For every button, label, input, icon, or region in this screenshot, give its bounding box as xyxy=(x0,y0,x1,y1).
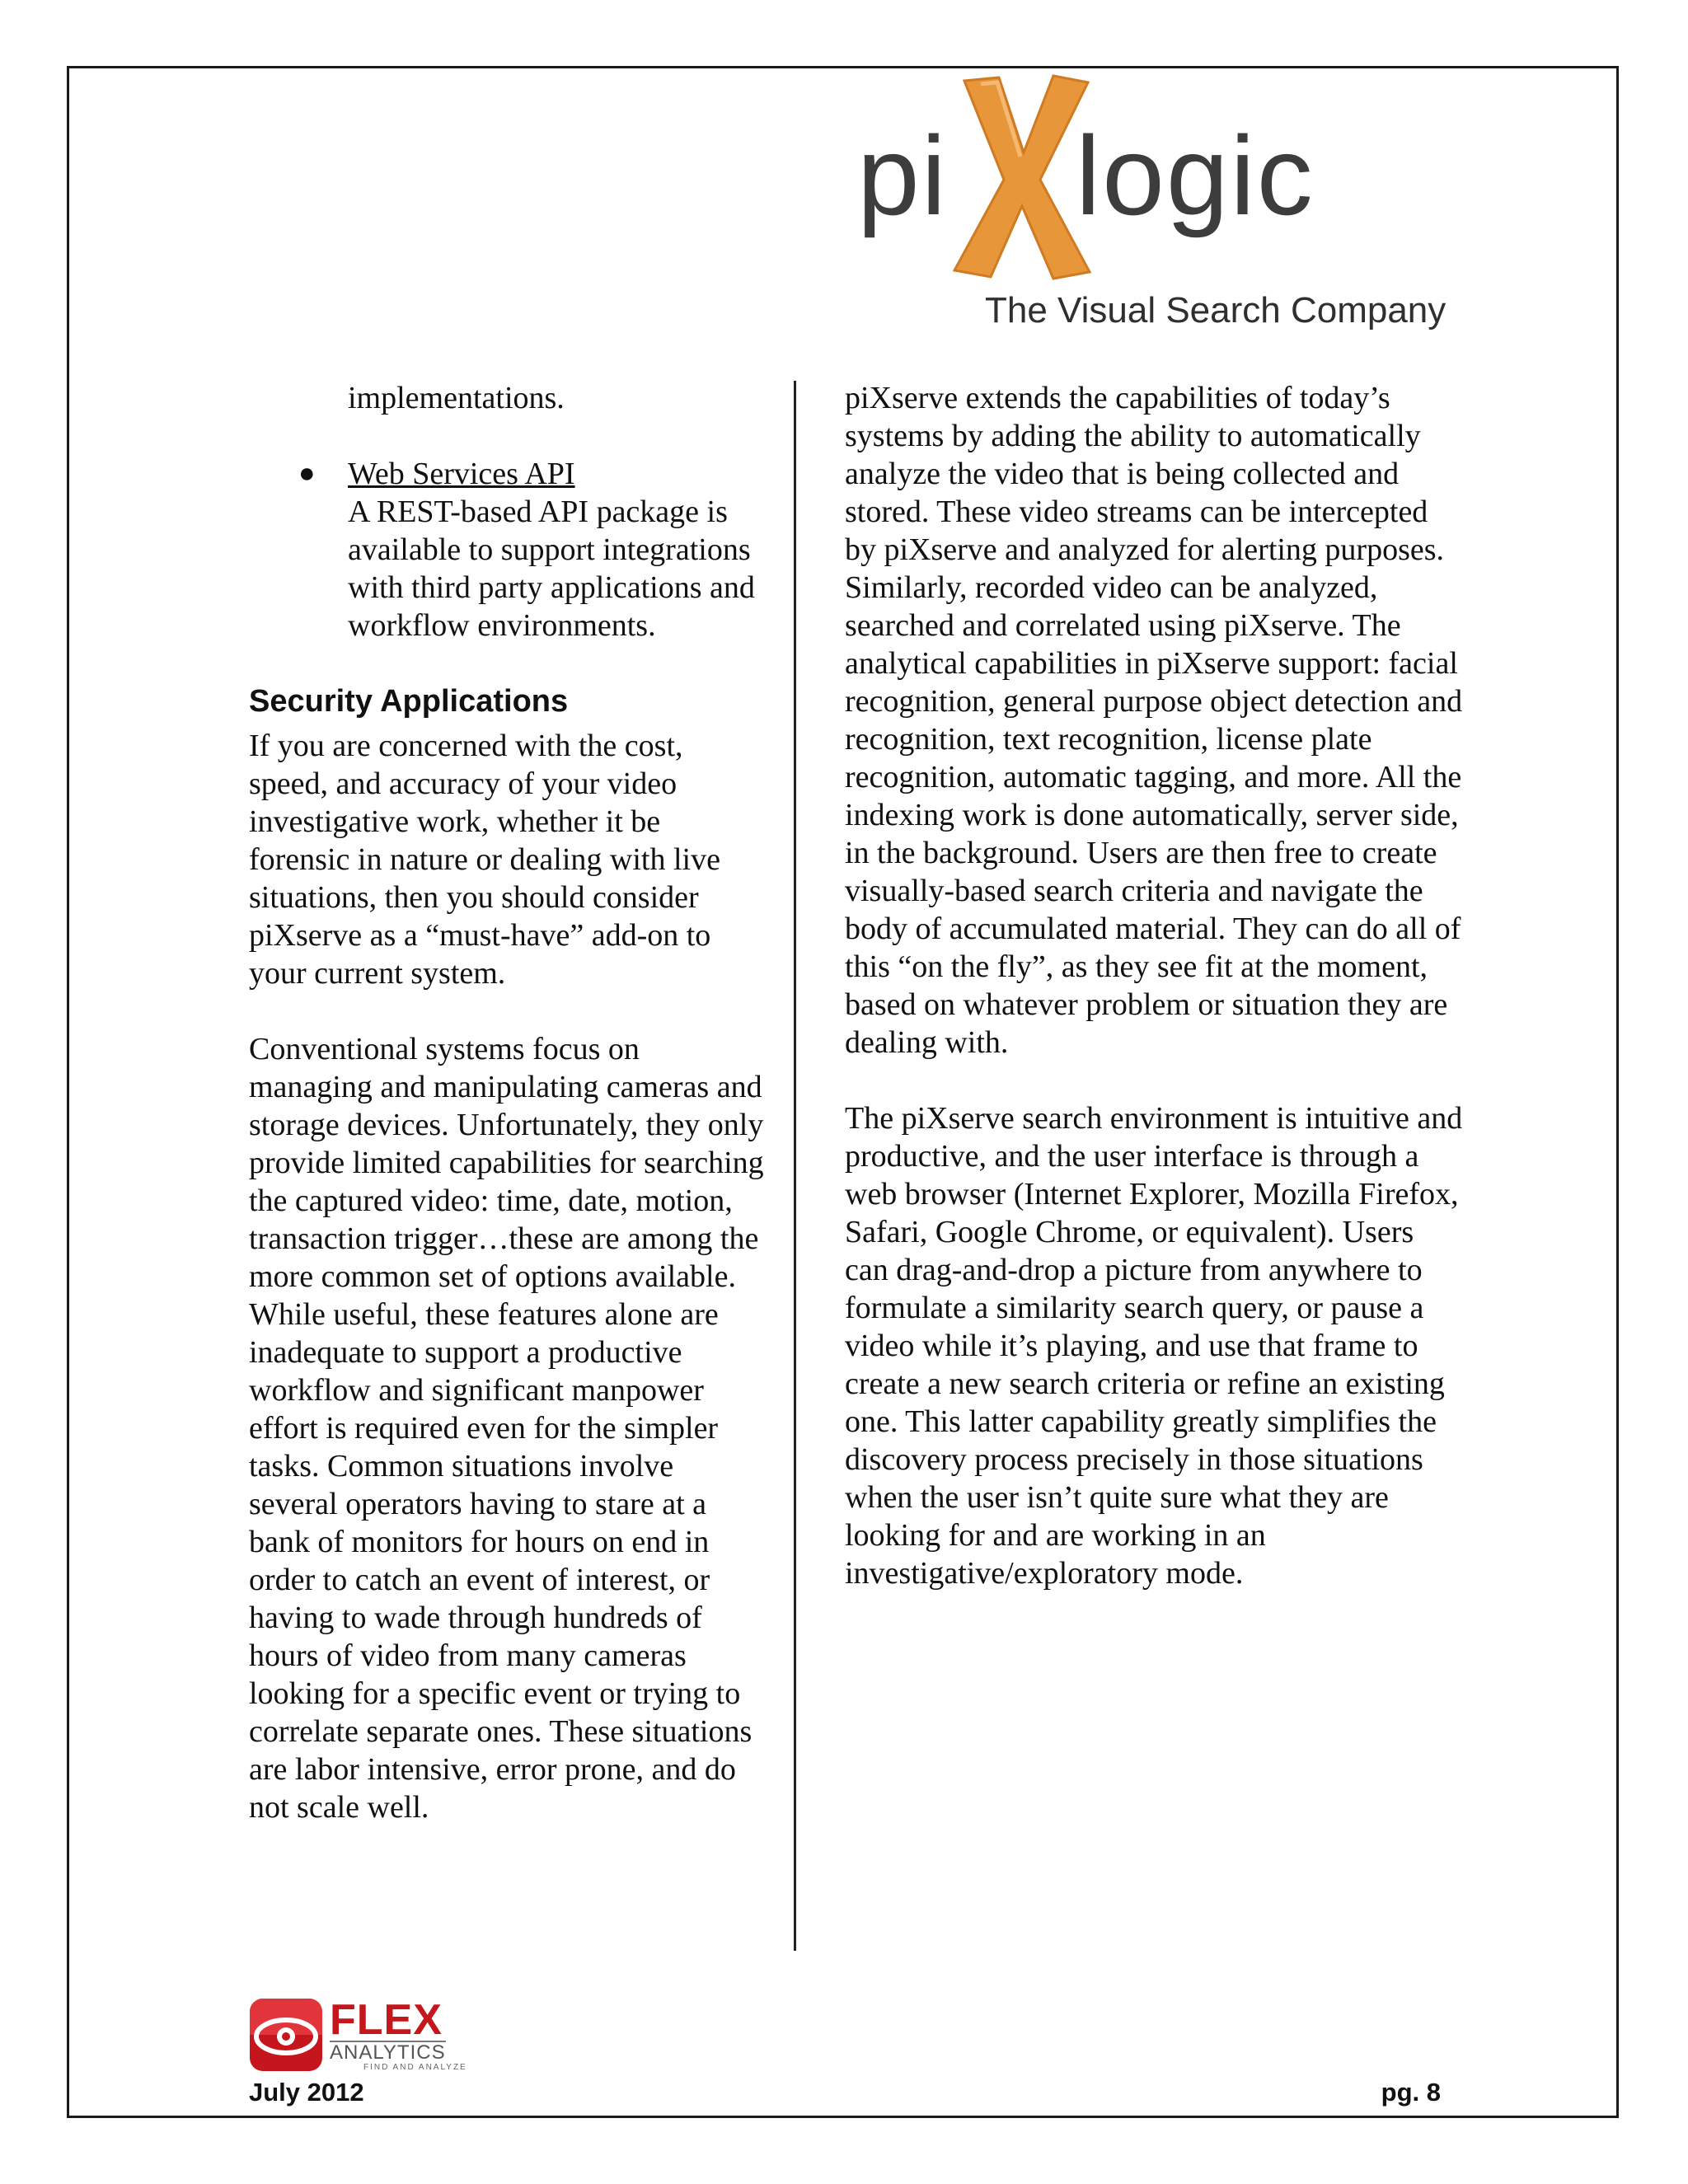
logo-tagline: The Visual Search Company xyxy=(985,290,1447,330)
logo-x-mark-icon xyxy=(948,74,1096,280)
right-column xyxy=(845,379,1463,1592)
footer-page-number: pg. 8 xyxy=(1381,2078,1441,2107)
column-divider xyxy=(794,381,796,1951)
bullet-dot-icon: ● xyxy=(298,458,316,489)
flex-logo-sub: ANALYTICS xyxy=(330,2041,446,2064)
logo-text-suffix: logic xyxy=(1076,113,1315,238)
security-paragraph-1: If you are concerned with the cost, speed, and accuracy of your video investigative work, whether it be forensic in nature or dealing with live situations, then you should consider piXserve as a “must-have” add-on to your current system. xyxy=(249,729,720,991)
flex-logo-tagline: FIND AND ANALYZE xyxy=(363,2063,467,2072)
section-heading-security: Security Applications xyxy=(249,684,569,719)
flex-logo-word: FLEX xyxy=(330,1996,443,2044)
security-paragraph-2: Conventional systems focus on managing and manipulating cameras and storage devices. Unfortunately, they only provide limited capabilities for searching the captured video: time, date, motion, transaction trigger…these are among the more common set of options available. While useful, these features alone are inadequate to support a productive workflow and significant manpower effort is required even for the simpler tasks. Common situations involve several operators having to stare at a bank of monitors for hours on end in order to catch an event of interest, or having to wade through hundreds of hours of video from many cameras looking for a specific event or trying to correlate separate ones. These situations are labor intensive, error prone, and do not scale well. xyxy=(249,1032,764,1825)
continuation-text: implementations. xyxy=(348,381,565,415)
pixserve-paragraph-1: piXserve extends the capabilities of today’s systems by adding the ability to automatically analyze the video that is being collected and stored. These video streams can be intercepted by piXserve and analyzed for alerting purposes. Similarly, recorded video can be analyzed, searched and correlated using piXserve. The analytical capabilities in piXserve support: facial recognition, general purpose object detection and recognition, text recognition, license plate recognition, automatic tagging, and more. All the indexing work is done automatically, server side, in the background. Users are then free to create visually-based search criteria and navigate the body of accumulated material. They can do all of this “on the fly”, as they see fit at the moment, based on whatever problem or situation they are dealing with. xyxy=(845,381,1463,1060)
bullet-item-web-services xyxy=(249,455,768,644)
left-column xyxy=(249,379,768,1826)
flex-analytics-logo xyxy=(250,1996,481,2072)
pixserve-paragraph-2: The piXserve search environment is intuitive and productive, and the user interface is through a web browser (Internet Explorer, Mozilla Firefox, Safari, Google Chrome, or equivalent). Users can drag-and-drop a picture from anywhere to formulate a similarity search query, or pause a video while it’s playing, and use that frame to create a new search criteria or refine an existing one. This latter capability greatly simplifies the discovery process precisely in those situations when the user isn’t quite sure what they are looking for and are working in an investigative/exploratory mode. xyxy=(845,1101,1463,1591)
logo-text-prefix: pi xyxy=(857,113,948,238)
bullet-body: A REST-based API package is available to support integrations with third party applications and workflow environments. xyxy=(348,494,755,643)
footer-date: July 2012 xyxy=(249,2078,364,2107)
eye-icon xyxy=(250,1999,322,2071)
web-services-api-link[interactable]: Web Services API xyxy=(348,457,575,491)
pixlogic-logo xyxy=(857,74,1467,354)
